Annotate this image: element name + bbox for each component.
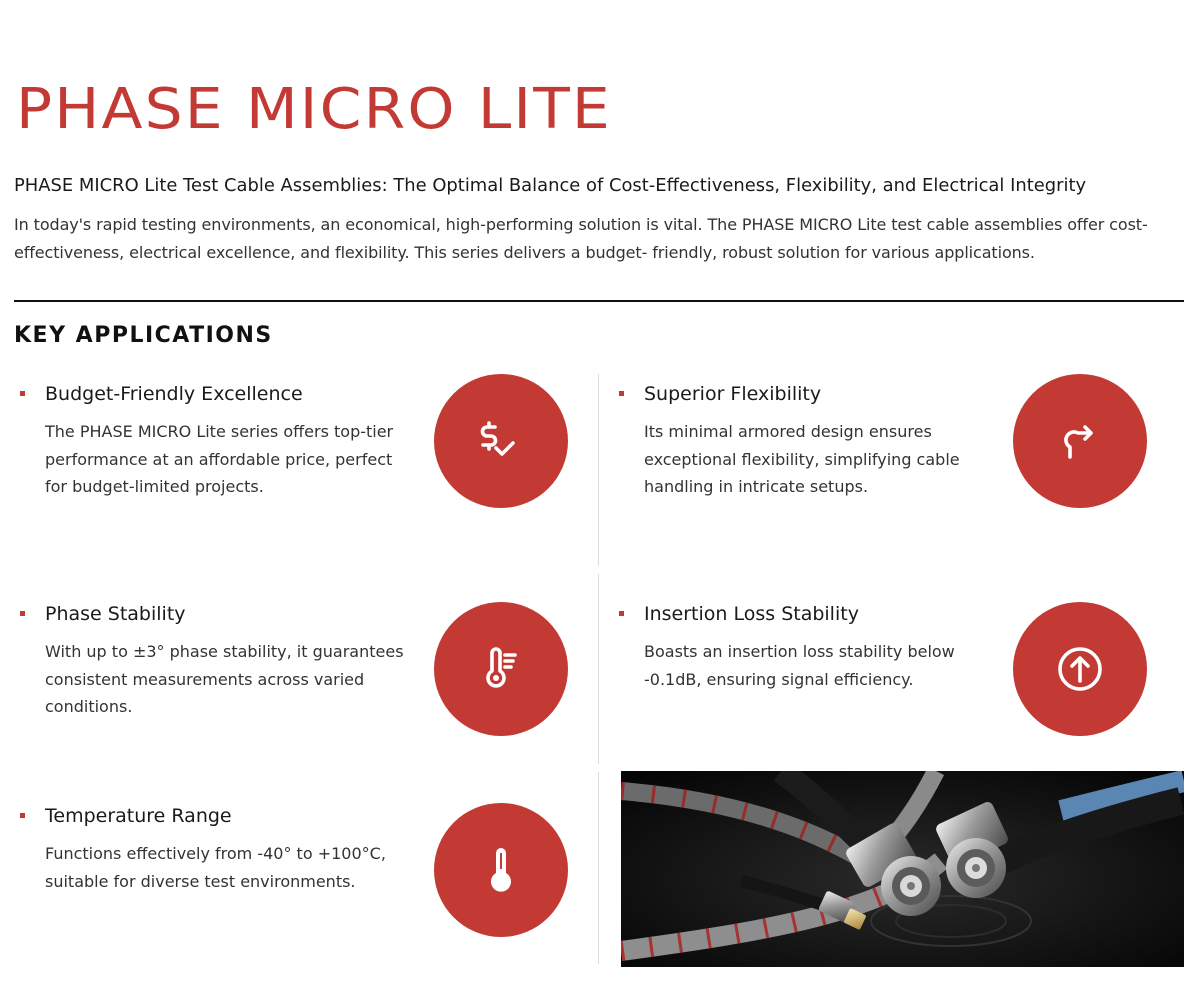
subtitle: PHASE MICRO Lite Test Cable Assemblies: The Optimal Balance of Cost-Effectiveness, Flexibility, and Electrical Integrity (14, 175, 1087, 196)
bullet-marker (619, 391, 624, 396)
feature-title: Insertion Loss Stability (644, 603, 859, 625)
intro-paragraph: In today's rapid testing environments, an economical, high-performing solution is vital. The PHASE MICRO Lite test cable assemblies offer cost-effectiveness, electrical excellence, and flexibility. This series delivers a budget- friendly, robust solution for various applications. (14, 215, 1148, 262)
key-applications-heading: KEY APPLICATIONS (14, 323, 273, 348)
feature-title: Temperature Range (45, 805, 232, 827)
section-divider (14, 300, 1184, 302)
bullet-marker (619, 611, 624, 616)
thermometer-icon (434, 803, 568, 937)
page-title: PHASE MICRO LITE (16, 77, 612, 142)
column-divider (598, 772, 599, 964)
circle-up-arrow-icon (1013, 602, 1147, 736)
bullet-marker (20, 391, 25, 396)
feature-description: The PHASE MICRO Lite series offers top-tier performance at an affordable price, perfect for budget-limited projects. (45, 422, 394, 496)
bullet-marker (20, 813, 25, 818)
thermometer-gauge-icon (434, 602, 568, 736)
bullet-marker (20, 611, 25, 616)
dollar-check-icon (434, 374, 568, 508)
feature-title: Superior Flexibility (644, 383, 822, 405)
feature-title: Budget-Friendly Excellence (45, 383, 303, 405)
feature-title: Phase Stability (45, 603, 186, 625)
feature-description: Functions effectively from -40° to +100°C, suitable for diverse test environments. (45, 844, 386, 891)
feature-description: Boasts an insertion loss stability below -0.1dB, ensuring signal efficiency. (644, 642, 955, 689)
column-divider (598, 374, 599, 566)
product-photo (621, 771, 1184, 967)
column-divider (598, 574, 599, 764)
feature-description: Its minimal armored design ensures exceptional flexibility, simplifying cable handling in intricate setups. (644, 422, 960, 496)
curved-arrow-icon (1013, 374, 1147, 508)
feature-description: With up to ±3° phase stability, it guarantees consistent measurements across varied conditions. (45, 642, 404, 716)
